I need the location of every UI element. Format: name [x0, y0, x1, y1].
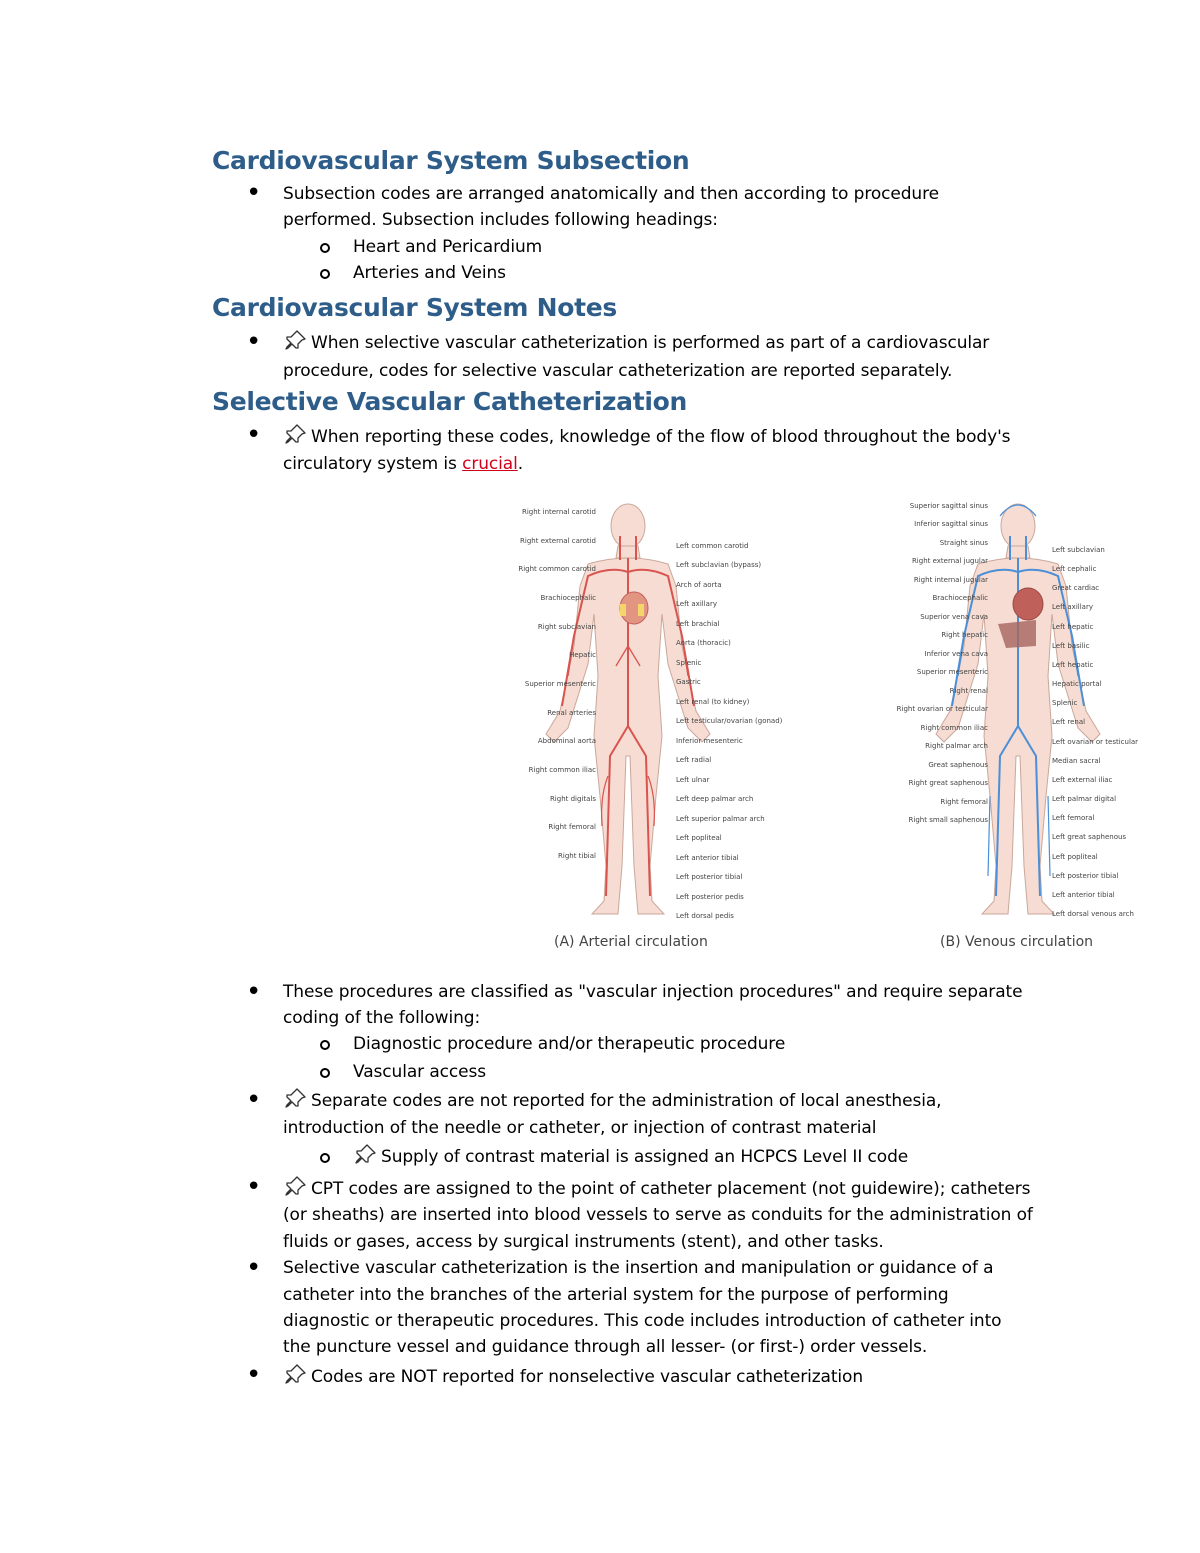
figure-label: Left deep palmar arch	[676, 795, 754, 804]
text-segment: circulatory system is	[283, 454, 463, 474]
text-line	[283, 423, 1010, 450]
figure-label: Left great saphenous	[1052, 833, 1127, 842]
figure-label: Right external carotid	[520, 536, 596, 545]
bullet: •	[246, 977, 262, 1007]
text-line: Subsection codes are arranged anatomically and then according to procedure	[283, 184, 939, 204]
figure-label: Left popliteal	[1052, 852, 1098, 861]
list-item: Diagnostic procedure and/or therapeutic procedure	[353, 1034, 786, 1054]
bullet: •	[246, 1253, 262, 1283]
figure-label: Left hepatic	[1052, 660, 1094, 669]
figure-label: Left posterior tibial	[1052, 871, 1119, 880]
text-segment: .	[517, 454, 524, 474]
figure-label: Right common carotid	[518, 565, 596, 574]
figure-label: Left testicular/ovarian (gonad)	[676, 717, 783, 726]
figure-label: Right hepatic	[941, 631, 988, 640]
pushpin-icon	[283, 1087, 307, 1109]
bullet: •	[246, 1085, 262, 1115]
text-line: (or sheaths) are inserted into blood vessels to serve as conduits for the administration of	[283, 1205, 1033, 1225]
text-line	[283, 329, 989, 356]
text-line: procedure, codes for selective vascular catheterization are reported separately.	[283, 361, 953, 381]
figure-label: Left popliteal	[676, 834, 722, 843]
text-line-content: Codes are NOT reported for nonselective vascular catheterization	[311, 1367, 864, 1387]
figure-label: Superior mesenteric	[524, 680, 596, 688]
text-line	[283, 1087, 941, 1114]
figure-label: Hepatic	[569, 651, 596, 660]
figure-label: Left brachial	[676, 619, 720, 628]
text-line: performed. Subsection includes following headings:	[283, 210, 718, 230]
bullet: •	[246, 327, 262, 357]
list-item: Arteries and Veins	[353, 263, 506, 283]
text-line	[283, 1363, 863, 1390]
sub-bullet	[320, 1040, 330, 1050]
pushpin-icon	[283, 423, 307, 445]
figure-label: Aorta (thoracic)	[676, 639, 731, 648]
figure-label: Brachiocephalic	[540, 594, 596, 602]
list-item	[353, 1143, 908, 1170]
figure-label: Inferior vena cava	[924, 649, 988, 658]
figure-label: Right internal jugular	[913, 575, 988, 584]
crucial-link[interactable]: crucial	[462, 454, 518, 474]
text-line: diagnostic or therapeutic procedures. This code includes introduction of catheter into	[283, 1311, 1002, 1331]
figure-label: Right ovarian or testicular	[896, 705, 988, 714]
figure-label: Left common carotid	[676, 542, 749, 550]
text-line: These procedures are classified as "vascular injection procedures" and require separate	[283, 982, 1023, 1002]
figure-label: Right common iliac	[920, 723, 988, 732]
figure-label: Right femoral	[940, 797, 988, 806]
figure-label: Superior vena cava	[920, 612, 988, 621]
bullet: •	[246, 1360, 262, 1390]
figure-label: Abdominal aorta	[537, 737, 596, 746]
figure-label: Left basilic	[1052, 641, 1090, 650]
sub-bullet	[320, 243, 330, 253]
figure-label: Left cephalic	[1052, 565, 1097, 574]
figure-label: Left palmar digital	[1052, 795, 1117, 804]
sub-bullet	[320, 1153, 330, 1163]
text-line: catheter into the branches of the arterial system for the purpose of performing	[283, 1285, 949, 1305]
figure-label: Left anterior tibial	[1052, 890, 1115, 899]
figure-label: Right digitals	[549, 794, 596, 803]
figure-label: Left ovarian or testicular	[1052, 737, 1139, 746]
figure-label: Right tibial	[558, 852, 596, 860]
figure-label: Superior sagittal sinus	[909, 502, 988, 510]
figure-label: Inferior mesenteric	[676, 736, 743, 745]
figure-label: Great saphenous	[928, 760, 988, 769]
figure-label: Right great saphenous	[908, 779, 988, 788]
heading-cardiovascular-subsection: Cardiovascular System Subsection	[212, 146, 690, 175]
figure-label: Left radial	[676, 756, 712, 765]
figure-label: Right subclavian	[537, 622, 596, 631]
text-line: the puncture vessel and guidance through all lesser- (or first-) order vessels.	[283, 1337, 928, 1357]
text-line-content: CPT codes are assigned to the point of catheter placement (not guidewire); catheters	[311, 1179, 1031, 1199]
figure-label: Left renal	[1052, 718, 1086, 727]
text-line-content: When selective vascular catheterization is performed as part of a cardiovascular	[311, 333, 990, 353]
figure-label: Left superior palmar arch	[676, 814, 765, 823]
caption-venous: (B) Venous circulation	[940, 934, 1094, 950]
figure-label: Left subclavian	[1052, 546, 1105, 554]
caption-arterial: (A) Arterial circulation	[554, 934, 708, 950]
figure-label: Left femoral	[1052, 814, 1095, 823]
figure-label: Left hepatic	[1052, 622, 1094, 631]
list-item: Vascular access	[353, 1062, 487, 1082]
figure-label: Straight sinus	[939, 538, 988, 547]
figure-label: Left axillary	[1052, 603, 1093, 612]
pushpin-icon	[353, 1143, 377, 1165]
text-line-content: When reporting these codes, knowledge of the flow of blood throughout the body's	[311, 427, 1011, 447]
text-line: fluids or gases, access by surgical instruments (stent), and other tasks.	[283, 1232, 884, 1252]
figure-label: Right renal	[949, 686, 988, 695]
figure-label: Right femoral	[548, 823, 596, 832]
sub-bullet	[320, 1068, 330, 1078]
figure-label: Right small saphenous	[908, 816, 988, 824]
heading-cardiovascular-notes: Cardiovascular System Notes	[212, 293, 617, 322]
figure-label: Median sacral	[1052, 756, 1101, 765]
figure-label: Left subclavian (bypass)	[676, 561, 762, 570]
text-line: Selective vascular catheterization is the insertion and manipulation or guidance of a	[283, 1258, 994, 1278]
figure-label: Left axillary	[676, 600, 717, 609]
figure-label: Arch of aorta	[676, 580, 722, 589]
pushpin-icon	[283, 1363, 307, 1385]
figure-label: Right common iliac	[528, 766, 596, 774]
circulation-figure	[470, 496, 1190, 956]
figure-label: Left dorsal venous arch	[1052, 910, 1134, 918]
text-line	[283, 1175, 1030, 1202]
figure-label: Left posterior tibial	[676, 873, 743, 882]
figure-label: Left anterior tibial	[676, 853, 739, 862]
figure-label: Left external iliac	[1052, 775, 1113, 784]
text-line: introduction of the needle or catheter, or injection of contrast material	[283, 1118, 877, 1138]
pushpin-icon	[283, 329, 307, 351]
bullet: •	[246, 420, 262, 450]
figure-label: Splenic	[676, 658, 702, 667]
heading-selective-vascular-catheterization: Selective Vascular Catheterization	[212, 387, 688, 416]
figure-label: Superior mesenteric	[916, 668, 988, 677]
text-line	[283, 451, 523, 477]
figure-label: Great cardiac	[1052, 584, 1100, 593]
figure-label: Right internal carotid	[521, 508, 596, 516]
list-item-content: Supply of contrast material is assigned an HCPCS Level II code	[381, 1147, 909, 1167]
sub-bullet	[320, 269, 330, 279]
figure-label: Hepatic portal	[1052, 680, 1102, 689]
figure-label: Left ulnar	[676, 775, 710, 784]
text-line-content: Separate codes are not reported for the administration of local anesthesia,	[311, 1091, 942, 1111]
figure-label: Left posterior pedis	[676, 892, 744, 901]
text-line: coding of the following:	[283, 1008, 481, 1028]
pushpin-icon	[283, 1175, 307, 1197]
list-item: Heart and Pericardium	[353, 237, 543, 257]
figure-label: Left renal (to kidney)	[676, 697, 750, 706]
figure-label: Brachiocephalic	[932, 594, 988, 603]
figure-label: Right external jugular	[911, 557, 988, 566]
figure-label: Splenic	[1052, 699, 1078, 708]
figure-label: Inferior sagittal sinus	[914, 520, 988, 529]
bullet: •	[246, 1172, 262, 1202]
figure-label: Left dorsal pedis	[676, 912, 734, 920]
figure-label: Right palmar arch	[925, 742, 988, 751]
bullet: •	[246, 178, 262, 208]
figure-label: Renal arteries	[547, 708, 596, 717]
figure-label: Gastric	[676, 678, 701, 687]
